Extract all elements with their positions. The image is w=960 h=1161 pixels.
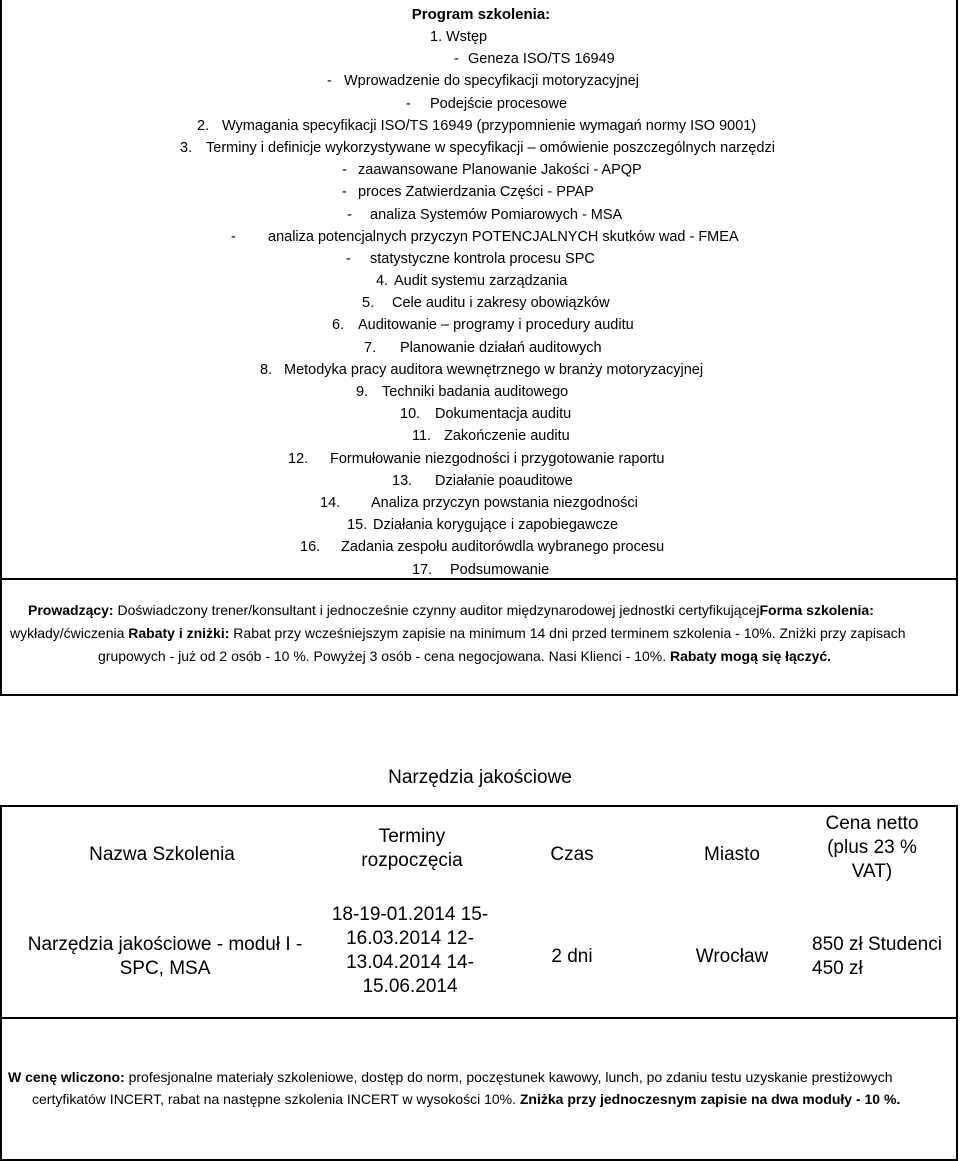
program-item — [2, 492, 960, 514]
section-title: Narzędzia jakościowe — [388, 767, 572, 788]
row-price-line-2: 450 zł — [812, 958, 863, 979]
notes-label: W cenę wliczono: — [8, 1069, 125, 1085]
program-item-text: Wstęp — [446, 29, 488, 45]
program-item-marker: 2. — [197, 117, 210, 134]
notes-line-2 — [32, 1087, 900, 1111]
program-item-text: analiza potencjalnych przyczyn POTENCJALNYCH skutków wad - FMEA — [268, 228, 739, 245]
program-item-text: Audit systemu zarządzania — [394, 273, 568, 290]
program-item-marker: 10. — [400, 406, 421, 423]
program-list — [2, 26, 960, 581]
program-item-text: Działania korygujące i zapobiegawcze — [373, 517, 619, 534]
info-line-2 — [10, 621, 906, 645]
program-item-text: Analiza przyczyn powstania niezgodności — [371, 494, 638, 511]
header-price-line-1: Cena netto — [825, 813, 919, 834]
program-item — [2, 70, 960, 92]
program-item — [2, 425, 960, 447]
program-item-text: Cele auditu i zakresy obowiązków — [392, 295, 610, 312]
program-item-marker: 4. — [376, 273, 389, 290]
program-item-text: Dokumentacja auditu — [435, 406, 572, 423]
program-item — [2, 381, 960, 403]
header-price — [802, 812, 942, 884]
program-item-text: Podejście procesowe — [430, 95, 568, 112]
header-dates-line-1: Terminy — [378, 826, 446, 847]
program-item — [2, 48, 960, 70]
program-item — [2, 248, 960, 270]
program-item — [2, 536, 960, 558]
program-item — [2, 403, 960, 425]
program-section — [0, 0, 958, 580]
program-item — [2, 270, 960, 292]
row-duration: 2 dni — [551, 946, 593, 967]
header-city: Miasto — [704, 844, 760, 865]
discount-text-1: Rabat przy wcześniejszym zapisie na minimum 14 dni przed terminem szkolenia - 10%. Zniżki przy zapisach — [233, 625, 906, 641]
program-item-marker: 16. — [300, 539, 321, 556]
discount-text-2: grupowych - już od 2 osób - 10 %. Powyżej 3 osób - cena negocjowana. Nasi Klienci - 10%. — [98, 648, 667, 664]
program-item-marker: 11. — [412, 428, 432, 445]
program-item-text: Terminy i definicje wykorzystywane w specyfikacji – omówienie poszczególnych narzędzi — [206, 139, 775, 156]
program-item-marker: 7. — [364, 339, 377, 356]
program-item-text: statystyczne kontrola procesu SPC — [370, 250, 595, 267]
info-line-3 — [98, 644, 831, 668]
row-price-line-1: 850 zł Studenci — [812, 934, 942, 955]
program-item — [2, 470, 960, 492]
program-item — [2, 159, 960, 181]
row-city: Wrocław — [695, 946, 769, 967]
row-dates-line-3: 13.04.2014 14- — [346, 952, 474, 973]
header-dates-line-2: rozpoczęcia — [361, 850, 463, 871]
program-item — [2, 359, 960, 381]
program-item-marker: 12. — [288, 450, 309, 467]
program-item-marker: - — [231, 228, 236, 245]
program-item-text: Podsumowanie — [450, 561, 550, 578]
info-line-1 — [28, 598, 874, 622]
program-item-text: Zadania zespołu auditorówdla wybranego procesu — [341, 539, 665, 556]
program-item-marker: - — [327, 73, 332, 90]
header-duration: Czas — [550, 844, 594, 865]
course-table — [0, 805, 958, 1019]
form-text: wykłady/ćwiczenia — [10, 625, 125, 641]
program-item — [2, 292, 960, 314]
program-item-text: Metodyka pracy auditora wewnętrznego w branży motoryzacyjnej — [284, 361, 704, 378]
notes-bold: Zniżka przy jednoczesnym zapisie na dwa moduły - 10 %. — [519, 1091, 901, 1107]
program-item-marker: 17. — [412, 561, 433, 578]
program-item-marker: 15. — [347, 517, 368, 534]
header-price-line-3: VAT) — [851, 861, 893, 882]
program-item-marker: - — [342, 184, 347, 201]
program-item — [2, 337, 960, 359]
program-item-marker: 3. — [180, 139, 193, 156]
program-item-marker: 6. — [332, 317, 345, 334]
program-item — [2, 115, 960, 137]
info-section — [0, 580, 958, 696]
program-item-marker: - — [346, 250, 351, 267]
program-item — [2, 181, 960, 203]
program-item-marker: 9. — [356, 384, 369, 400]
program-item-text: Zakończenie auditu — [444, 428, 570, 445]
row-dates-line-4: 15.06.2014 — [362, 976, 458, 997]
program-item-text: Działanie poauditowe — [435, 472, 573, 489]
program-item-text: Wprowadzenie do specyfikacji motoryzacyjnej — [344, 73, 639, 90]
program-item-marker: 13. — [392, 472, 413, 489]
program-item-marker: - — [347, 206, 352, 223]
program-item-marker: 5. — [362, 295, 375, 312]
program-item-text: Formułowanie niezgodności i przygotowanie raportu — [330, 450, 665, 467]
row-name-line-2: SPC, MSA — [119, 958, 211, 979]
program-item — [2, 448, 960, 470]
program-item-marker: 1. — [430, 29, 443, 45]
header-price-line-2: (plus 23 % — [827, 837, 917, 858]
row-name — [10, 933, 320, 981]
program-item-marker: - — [342, 162, 347, 179]
row-dates-line-2: 16.03.2014 12- — [346, 928, 474, 949]
notes-text-2: certyfikatów INCERT, rabat na następne szkolenia INCERT w wysokości 10%. — [32, 1091, 516, 1107]
form-label: Forma szkolenia: — [759, 602, 874, 618]
instructor-text: Doświadczony trener/konsultant i jednocześnie czynny auditor międzynarodowej jednostki certyfikującej — [117, 602, 760, 618]
program-item-marker: - — [454, 51, 459, 68]
program-item-text: Geneza ISO/TS 16949 — [468, 51, 615, 68]
instructor-label: Prowadzący: — [28, 602, 114, 618]
discount-label: Rabaty i zniżki: — [128, 625, 230, 641]
row-dates — [322, 903, 498, 999]
program-item-marker: - — [406, 95, 411, 112]
header-name: Nazwa Szkolenia — [89, 844, 235, 865]
program-item-text: zaawansowane Planowanie Jakości - APQP — [358, 162, 642, 179]
notes-section — [0, 1017, 958, 1161]
program-item — [2, 137, 960, 159]
program-item-text: Techniki badania auditowego — [382, 384, 569, 400]
discount-bold: Rabaty mogą się łączyć. — [669, 648, 832, 664]
program-item-text: Auditowanie – programy i procedury auditu — [358, 317, 634, 334]
program-item-text: proces Zatwierdzania Części - PPAP — [358, 184, 594, 201]
program-item — [2, 204, 960, 226]
row-dates-line-1: 18-19-01.2014 15- — [331, 904, 489, 925]
row-name-line-1: Narzędzia jakościowe - moduł I - — [27, 934, 303, 955]
header-dates — [324, 825, 500, 873]
program-item-text: Wymagania specyfikacji ISO/TS 16949 (przypomnienie wymagań normy ISO 9001) — [222, 117, 757, 134]
program-item — [2, 226, 960, 248]
program-item-marker: 14. — [320, 494, 341, 511]
program-title: Program szkolenia: — [411, 6, 551, 23]
program-item-text: analiza Systemów Pomiarowych - MSA — [370, 206, 623, 223]
program-item — [2, 514, 960, 536]
program-item — [2, 314, 960, 336]
notes-text-1: profesjonalne materiały szkoleniowe, dostęp do norm, poczęstunek kawowy, lunch, po zdaniu testu uzyskanie prestiżowych — [128, 1069, 893, 1085]
program-item — [2, 93, 960, 115]
program-item — [2, 559, 960, 581]
notes-line-1 — [8, 1065, 893, 1089]
program-item-text: Planowanie działań auditowych — [400, 339, 602, 356]
row-price — [812, 933, 958, 981]
program-item-marker: 8. — [260, 361, 273, 378]
program-item — [2, 26, 960, 48]
